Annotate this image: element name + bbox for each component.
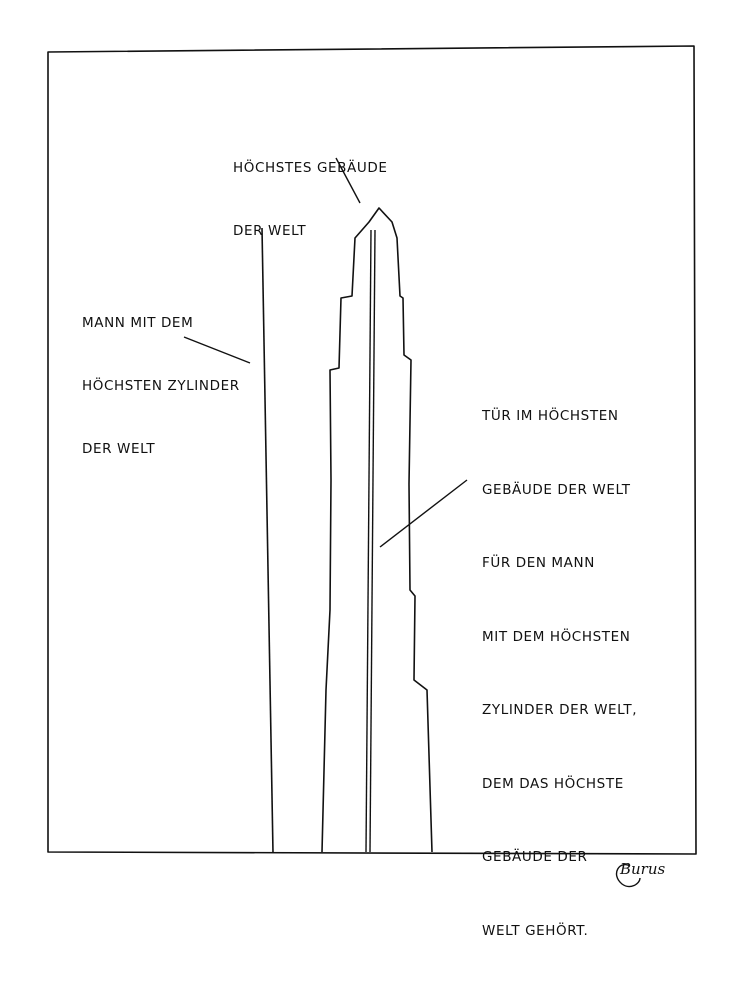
signature-text: Burus (620, 860, 666, 878)
artist-signature (620, 860, 665, 878)
caption-line: WELT GEHÖRT. (482, 922, 589, 939)
caption-line: DEM DAS HÖCHSTE (482, 775, 624, 792)
caption-line: GEBÄUDE DER WELT (482, 481, 631, 498)
caption-line: FÜR DEN MANN (482, 555, 595, 571)
caption-line: DER WELT (233, 223, 307, 239)
caption-line: MANN MIT DEM (82, 315, 194, 331)
caption-line: MIT DEM HÖCHSTEN (482, 628, 631, 645)
caption-line: TÜR IM HÖCHSTEN (482, 408, 619, 424)
caption-line: HÖCHSTEN ZYLINDER (82, 378, 240, 394)
caption-line: HÖCHSTES GEBÄUDE (233, 160, 388, 176)
caption-top-hat-man (82, 271, 240, 502)
caption-line: ZYLINDER DER WELT, (482, 702, 638, 718)
top-hat-man-line (262, 228, 273, 853)
caption-line: DER WELT (82, 441, 156, 457)
pointer-door (380, 480, 467, 547)
caption-line: GEBÄUDE DER (482, 849, 588, 865)
caption-tall-door (482, 355, 637, 992)
tallest-building-outline (322, 208, 432, 852)
caption-tallest-building (233, 116, 387, 284)
